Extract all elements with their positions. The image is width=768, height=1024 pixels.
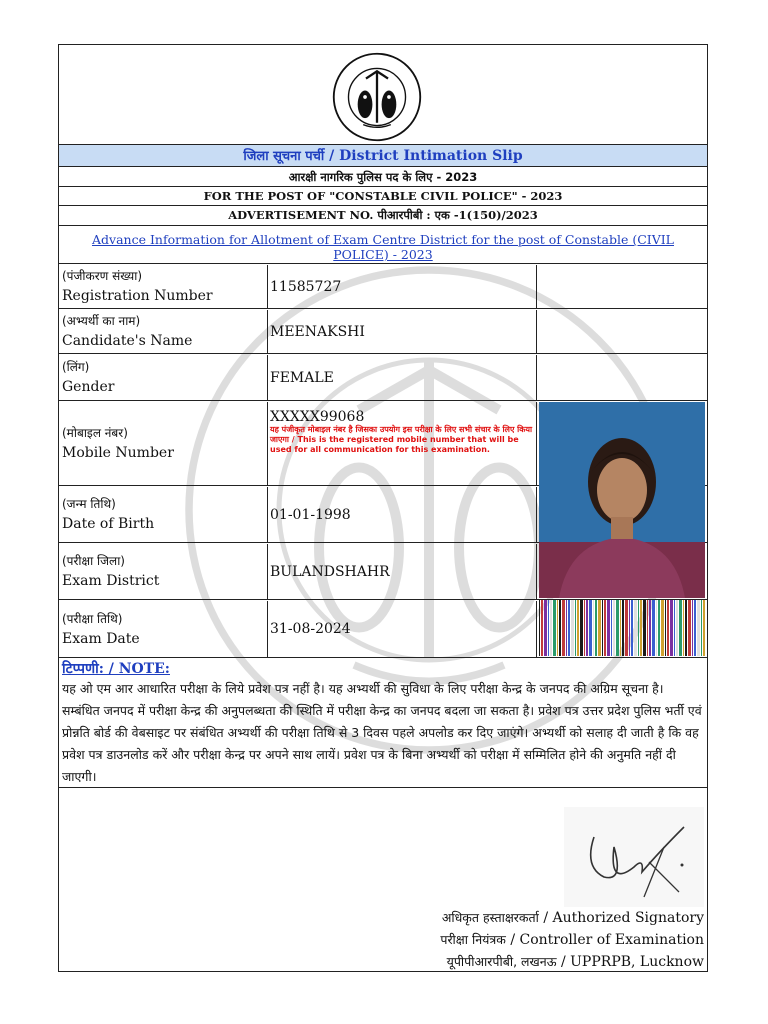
barcode-bar <box>607 600 610 656</box>
post-english: FOR THE POST OF "CONSTABLE CIVIL POLICE" - 2023 <box>59 187 707 206</box>
mobile-label-hi: (मोबाइल नंबर) <box>62 426 128 440</box>
barcode-bar <box>638 600 639 656</box>
district-label-en: Exam District <box>62 573 160 589</box>
name-value: MEENAKSHI <box>269 310 537 353</box>
name-label <box>59 310 268 353</box>
signatory-line-3-en: / UPPRPB, Lucknow <box>556 954 704 970</box>
dob-label-hi: (जन्म तिथि) <box>62 497 116 511</box>
title-separator: / <box>324 148 340 164</box>
mobile-value: XXXXX99068 <box>270 409 365 425</box>
barcode-bar <box>692 600 693 656</box>
registration-value: 11585727 <box>269 265 537 308</box>
barcode-bar <box>661 600 664 656</box>
barcode-bar <box>539 600 540 656</box>
signatory-line-3-hi: यूपीपीआरपीबी, लखनऊ <box>446 954 557 969</box>
signatory-line-1 <box>440 907 704 929</box>
barcode-bar <box>643 600 646 656</box>
barcode-bar <box>559 600 561 656</box>
barcode-bar <box>629 600 630 656</box>
barcode-bar <box>640 600 642 656</box>
barcode <box>539 600 705 656</box>
barcode-bar <box>589 600 592 656</box>
mobile-label-en: Mobile Number <box>62 445 174 461</box>
authorized-signature <box>564 807 704 907</box>
signatory-line-1-hi: अधिकृत हस्ताक्षरकर्ता <box>441 910 539 925</box>
note-text: यह ओ एम आर आधारित परीक्षा के लिये प्रवेश पत्र नहीं है। यह अभ्यर्थी की सुविधा के लिए परीक्षा केन्द्र के जनपद की अग्रिम सूचना है। सम्बंधित जनपद में परीक्षा केन्द्र की अनुपलब्धता की स्थिति में परीक्षा केन्द्र का जनपद बदला जा सकता है। प्रवेश पत्र उत्तर प्रदेश पुलिस भर्ती एवं प्रोन्नति बोर्ड की वेबसाइट पर संबंधित अभ्यर्थी की परीक्षा तिथि से 3 दिवस पहले अपलोड कर दिए जाएंगे। अभ्यर्थी को सलाह दी जाती है कि वह प्रवेश पत्र डाउनलोड करें और परीक्षा केन्द्र पर अपने साथ लायें। प्रवेश पत्र के बिना अभ्यर्थी को परीक्षा में सम्मिलित होने की अनुमति नहीं दी जाएगी। <box>62 681 702 784</box>
name-row <box>59 310 707 354</box>
exam-date-label <box>59 601 268 657</box>
barcode-bar <box>676 600 678 656</box>
signatory-line-2 <box>440 929 704 951</box>
exam-date-label-hi: (परीक्षा तिथि) <box>62 611 123 626</box>
barcode-bar <box>616 600 619 656</box>
barcode-bar <box>685 600 687 656</box>
barcode-bar <box>658 600 660 656</box>
barcode-bar <box>586 600 588 656</box>
barcode-bar <box>613 600 615 656</box>
gender-label <box>59 355 268 400</box>
signatory-line-2-en: / Controller of Examination <box>505 932 704 948</box>
district-label-hi: (परीक्षा जिला) <box>62 554 125 568</box>
district-label <box>59 544 268 599</box>
barcode-bar <box>670 600 673 656</box>
advertisement-number: ADVERTISEMENT NO. पीआरपीबी : एक -1(150)/2023 <box>59 206 707 226</box>
barcode-bar <box>634 600 637 656</box>
barcode-bar <box>553 600 556 656</box>
barcode-bar <box>694 600 696 656</box>
barcode-bar <box>647 600 648 656</box>
barcode-bar <box>622 600 624 656</box>
barcode-bar <box>548 600 549 656</box>
barcode-bar <box>697 600 700 656</box>
barcode-bar <box>652 600 655 656</box>
barcode-bar <box>649 600 651 656</box>
barcode-bar <box>631 600 633 656</box>
logo-row <box>59 45 707 145</box>
barcode-bar <box>568 600 570 656</box>
upprpb-emblem-logo <box>331 51 423 143</box>
barcode-bar <box>688 600 691 656</box>
exam-date-value: 31-08-2024 <box>269 601 537 657</box>
name-label-hi: (अभ्यर्थी का नाम) <box>62 314 141 328</box>
registration-label-en: Registration Number <box>62 288 213 304</box>
barcode-bar <box>571 600 574 656</box>
dob-label <box>59 487 268 542</box>
barcode-bar <box>575 600 576 656</box>
post-hindi: आरक्षी नागरिक पुलिस पद के लिए - 2023 <box>59 168 707 187</box>
gender-row <box>59 355 707 401</box>
name-label-en: Candidate's Name <box>62 333 193 349</box>
barcode-bar <box>580 600 583 656</box>
gender-label-hi: (लिंग) <box>62 360 90 374</box>
barcode-bar <box>665 600 666 656</box>
intimation-slip <box>58 44 708 972</box>
signatory-line-2-hi: परीक्षा नियंत्रक <box>440 932 506 947</box>
signature-section <box>59 789 707 971</box>
registration-label-hi: (पंजीकरण संख्या) <box>62 269 143 283</box>
dob-label-en: Date of Birth <box>62 516 155 532</box>
district-value: BULANDSHAHR <box>269 544 537 599</box>
barcode-bar <box>593 600 594 656</box>
signatory-lines <box>440 907 704 972</box>
barcode-bar <box>683 600 684 656</box>
barcode-bar <box>595 600 597 656</box>
slip-title <box>59 145 707 167</box>
barcode-bar <box>667 600 669 656</box>
title-hindi: जिला सूचना पर्ची <box>243 149 325 164</box>
barcode-bar <box>598 600 601 656</box>
barcode-bar <box>544 600 547 656</box>
exam-date-label-en: Exam Date <box>62 630 140 647</box>
mobile-value-cell <box>269 402 537 485</box>
dob-value: 01-01-1998 <box>269 487 537 542</box>
barcode-bar <box>625 600 628 656</box>
registration-row <box>59 265 707 309</box>
gender-label-en: Gender <box>62 379 115 395</box>
mobile-label <box>59 402 268 485</box>
advance-info-link[interactable]: Advance Information for Allotment of Exam Centre District for the post of Constable (CIVIL POLICE) - 2023 <box>59 226 707 264</box>
title-english: District Intimation Slip <box>339 148 523 164</box>
barcode-bar <box>562 600 565 656</box>
barcode-bar <box>703 600 705 656</box>
barcode-bar <box>577 600 579 656</box>
barcode-bar <box>566 600 567 656</box>
registration-label <box>59 265 268 308</box>
gender-value: FEMALE <box>269 355 537 400</box>
barcode-bar <box>620 600 621 656</box>
signatory-line-3 <box>440 951 704 972</box>
barcode-bar <box>602 600 603 656</box>
barcode-bar <box>584 600 585 656</box>
barcode-bar <box>604 600 606 656</box>
barcode-bar <box>674 600 675 656</box>
mobile-note: यह पंजीकृत मोबाइल नंबर है जिसका उपयोग इस परीक्षा के लिए सभी संचार के लिए किया जाएगा / This is the registered mobile number that will be used for all communication for this examination. <box>270 425 533 454</box>
barcode-bar <box>656 600 657 656</box>
note-section <box>59 658 707 788</box>
signatory-line-1-en: / Authorized Signatory <box>538 910 704 926</box>
candidate-photo <box>539 402 705 598</box>
note-heading: टिप्पणी: / NOTE: <box>62 661 170 677</box>
barcode-bar <box>701 600 702 656</box>
barcode-bar <box>679 600 682 656</box>
barcode-bar <box>550 600 552 656</box>
barcode-bar <box>611 600 612 656</box>
barcode-bar <box>557 600 558 656</box>
barcode-bar <box>541 600 543 656</box>
